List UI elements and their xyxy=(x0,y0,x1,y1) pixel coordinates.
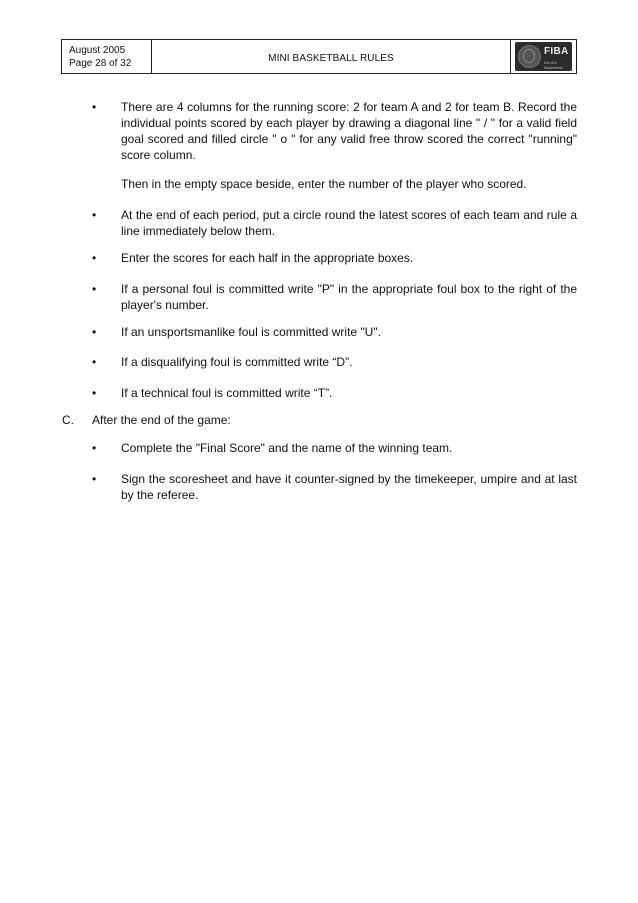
header-date: August 2005 xyxy=(69,45,126,56)
globe-icon xyxy=(518,45,541,68)
section-label: C. xyxy=(62,413,74,427)
list-item: At the end of each period, put a circle round the latest scores of each team and rule a line immediately below them. xyxy=(121,208,577,238)
list-item-followup: Then in the empty space beside, enter the number of the player who scored. xyxy=(121,177,527,191)
bullet-icon: • xyxy=(92,100,97,114)
logo-tagline: We Are Basketball xyxy=(544,60,563,70)
bullet-icon: • xyxy=(92,208,97,222)
list-item: Enter the scores for each half in the appropriate boxes. xyxy=(121,251,414,265)
bullet-icon: • xyxy=(92,472,97,486)
list-item: Sign the scoresheet and have it counter-signed by the timekeeper, umpire and at last by the referee. xyxy=(121,472,577,502)
bullet-icon: • xyxy=(92,355,97,369)
header-page-number: Page 28 of 32 xyxy=(69,58,132,69)
bullet-icon: • xyxy=(92,386,97,400)
bullet-icon: • xyxy=(92,325,97,339)
list-item: If a technical foul is committed write “T”. xyxy=(121,386,333,400)
bullet-icon: • xyxy=(92,282,97,296)
list-item: There are 4 columns for the running score: 2 for team A and 2 for team B. Record the individual points scored by each player by drawing a diagonal line " / " for a valid field goal scored and filled circle " o " for any valid free throw scored the correct "running" score column. xyxy=(121,100,577,162)
logo-wordmark: FIBA xyxy=(544,46,569,57)
bullet-icon: • xyxy=(92,441,97,455)
section-heading: After the end of the game: xyxy=(92,413,231,427)
list-item: If an unsportsmanlike foul is committed write "U". xyxy=(121,325,381,339)
header-title: MINI BASKETBALL RULES xyxy=(152,40,511,73)
list-item: Complete the "Final Score" and the name of the winning team. xyxy=(121,441,453,455)
bullet-icon: • xyxy=(92,251,97,265)
list-item: If a disqualifying foul is committed write “D”. xyxy=(121,355,353,369)
fiba-logo xyxy=(515,42,572,71)
list-item: If a personal foul is committed write "P" in the appropriate foul box to the right of the player's number. xyxy=(121,282,577,312)
page-header xyxy=(61,39,577,74)
header-logo-cell xyxy=(511,40,576,73)
header-meta xyxy=(62,40,152,73)
